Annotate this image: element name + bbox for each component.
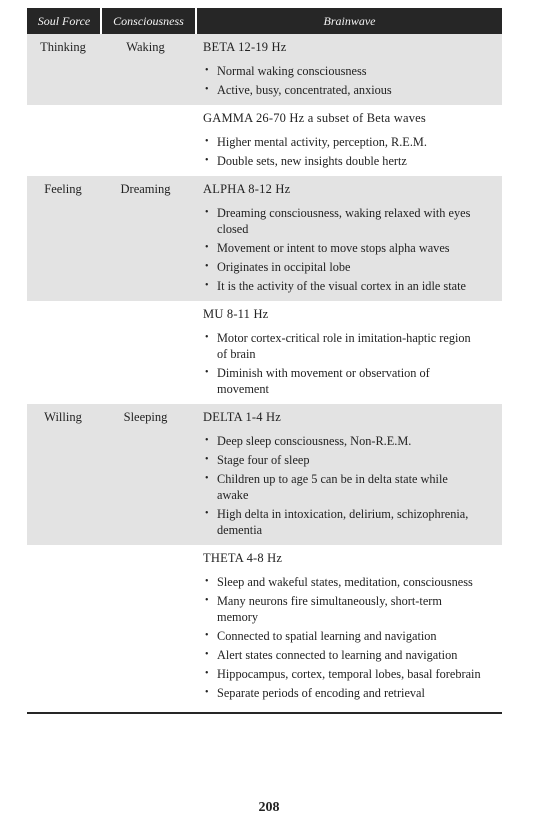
brainwave-cell bbox=[192, 34, 502, 105]
bullet-item: • Hippocampus, cortex, temporal lobes, basal forebrain bbox=[203, 666, 496, 682]
bullet-item: • Dreaming consciousness, waking relaxed with eyes closed bbox=[203, 205, 496, 237]
consciousness-cell: Sleeping bbox=[123, 410, 168, 424]
brainwave-title: MU 8-11 Hz bbox=[203, 307, 269, 321]
soul-force-cell: Willing bbox=[44, 410, 82, 424]
table-row bbox=[27, 301, 502, 404]
soul-force-cell bbox=[27, 105, 99, 176]
table-row bbox=[27, 404, 502, 545]
table-bottom-rule bbox=[27, 712, 502, 714]
bullet-list bbox=[203, 433, 496, 538]
consciousness-cell bbox=[99, 105, 192, 176]
bullet-item: • Diminish with movement or observation of movement bbox=[203, 365, 496, 397]
consciousness-cell: Waking bbox=[126, 40, 165, 54]
brainwave-title: DELTA 1-4 Hz bbox=[203, 410, 282, 424]
bullet-item: • Motor cortex-critical role in imitation-haptic region of brain bbox=[203, 330, 496, 362]
table-row bbox=[27, 545, 502, 708]
brainwave-cell bbox=[192, 301, 502, 404]
soul-force-cell: Thinking bbox=[40, 40, 86, 54]
bullet-list bbox=[203, 574, 496, 701]
table-row bbox=[27, 105, 502, 176]
header-consciousness: Consciousness bbox=[102, 8, 197, 34]
bullet-item: • Many neurons fire simultaneously, short-term memory bbox=[203, 593, 496, 625]
brainwave-title: GAMMA 26-70 Hz a subset of Beta waves bbox=[203, 111, 426, 125]
brainwave-title: ALPHA 8-12 Hz bbox=[203, 182, 291, 196]
bullet-item: • Sleep and wakeful states, meditation, consciousness bbox=[203, 574, 496, 590]
bullet-item: • Double sets, new insights double hertz bbox=[203, 153, 496, 169]
bullet-item: • Connected to spatial learning and navigation bbox=[203, 628, 496, 644]
bullet-item: • Higher mental activity, perception, R.E.M. bbox=[203, 134, 496, 150]
bullet-list bbox=[203, 134, 496, 169]
table-body bbox=[27, 34, 502, 708]
consciousness-cell: Dreaming bbox=[120, 182, 171, 196]
bullet-item: • Deep sleep consciousness, Non-R.E.M. bbox=[203, 433, 496, 449]
bullet-item: • It is the activity of the visual cortex in an idle state bbox=[203, 278, 496, 294]
bullet-item: • Alert states connected to learning and navigation bbox=[203, 647, 496, 663]
bullet-item: • Separate periods of encoding and retrieval bbox=[203, 685, 496, 701]
bullet-item: • Stage four of sleep bbox=[203, 452, 496, 468]
brainwave-title: THETA 4-8 Hz bbox=[203, 551, 283, 565]
table-row bbox=[27, 34, 502, 105]
bullet-item: • High delta in intoxication, delirium, schizophrenia, dementia bbox=[203, 506, 496, 538]
brainwave-table bbox=[27, 8, 502, 714]
page-number: 208 bbox=[258, 800, 280, 815]
brainwave-title: BETA 12-19 Hz bbox=[203, 40, 287, 54]
soul-force-cell: Feeling bbox=[44, 182, 82, 196]
soul-force-cell bbox=[27, 301, 99, 404]
brainwave-cell bbox=[192, 176, 502, 301]
bullet-item: • Movement or intent to move stops alpha waves bbox=[203, 240, 496, 256]
bullet-list bbox=[203, 63, 496, 98]
soul-force-cell bbox=[27, 545, 99, 708]
bullet-list bbox=[203, 330, 496, 397]
table-row bbox=[27, 176, 502, 301]
header-brainwave: Brainwave bbox=[323, 13, 376, 28]
bullet-item: • Active, busy, concentrated, anxious bbox=[203, 82, 496, 98]
header-soul-force: Soul Force bbox=[28, 8, 102, 34]
brainwave-cell bbox=[192, 545, 502, 708]
consciousness-cell bbox=[99, 545, 192, 708]
consciousness-cell bbox=[99, 301, 192, 404]
brainwave-cell bbox=[192, 105, 502, 176]
bullet-list bbox=[203, 205, 496, 294]
bullet-item: • Originates in occipital lobe bbox=[203, 259, 496, 275]
brainwave-cell bbox=[192, 404, 502, 545]
bullet-item: • Children up to age 5 can be in delta state while awake bbox=[203, 471, 496, 503]
bullet-item: • Normal waking consciousness bbox=[203, 63, 496, 79]
table-header bbox=[27, 8, 502, 34]
